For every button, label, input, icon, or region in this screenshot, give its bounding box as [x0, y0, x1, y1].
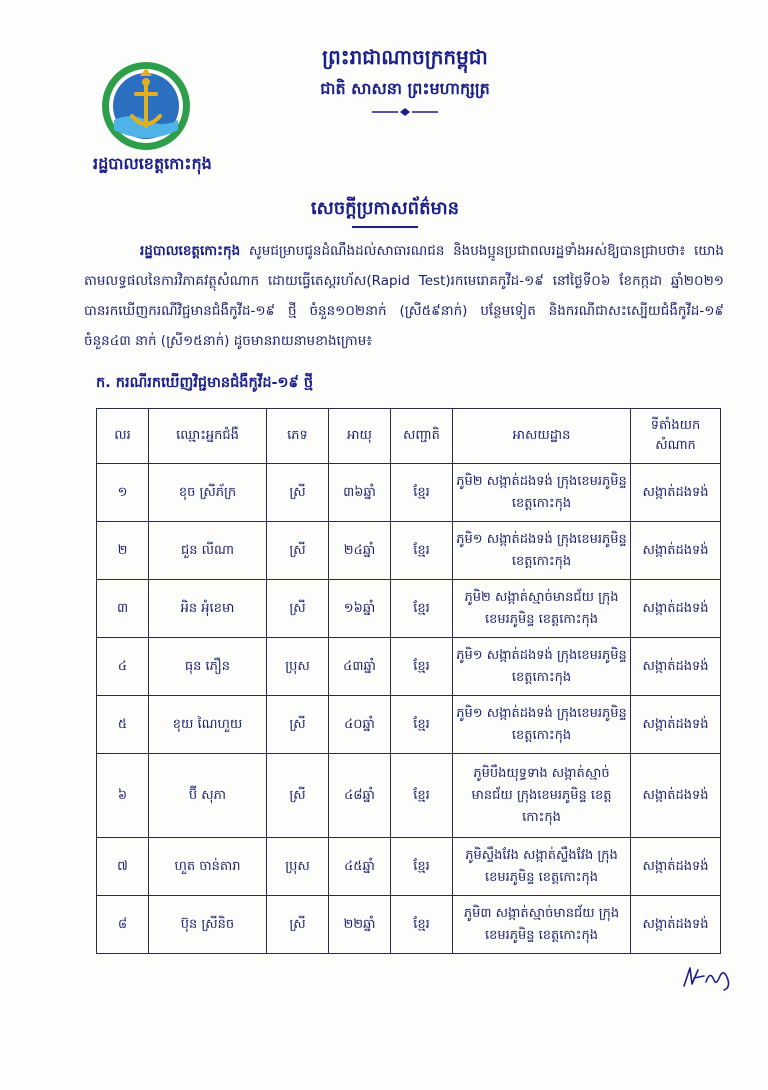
- title-underline: [352, 226, 418, 228]
- table-row: [97, 522, 721, 580]
- cell-address: ភូមិ១ សង្កាត់ដងទង់ ក្រុងខេមរភូមិន្ទ ខេត្តកោះកុង: [453, 522, 631, 580]
- table-row: [97, 754, 721, 838]
- cell-age: ៣៦ឆ្នាំ: [329, 464, 391, 522]
- cell-sex: ស្រី: [267, 580, 329, 638]
- cell-nationality: ខ្មែរ: [391, 522, 453, 580]
- cell-age: ៤៨ឆ្នាំ: [329, 754, 391, 838]
- table-row: [97, 638, 721, 696]
- cell-no: ៤: [97, 638, 149, 696]
- cell-address: ភូមិ៣ សង្កាត់ស្មាច់មានជ័យ ក្រុងខេមរភូមិន្ទ ខេត្តកោះកុង: [453, 896, 631, 954]
- cell-address: ភូមិ២ សង្កាត់ដងទង់ ក្រុងខេមរភូមិន្ទ ខេត្តកោះកុង: [453, 464, 631, 522]
- section-heading: ក. ករណីរកឃើញវិជ្ជមានជំងឺកូវីដ-១៩ ថ្មី: [96, 375, 314, 391]
- body-text: សូមជម្រាបជូនដំណឹងដល់សាធារណជន និងបងប្អូនប្រជាពលរដ្ឋទាំងអស់ឱ្យបានជ្រាបថា៖ យោងតាមលទ្ធផលនៃការវិភាគវត្ថុសំណាក ដោយធ្វើតេស្តរហ័ស(Rapid Test)រកមេរោគកូវីដ-១៩ នៅថ្ងៃទី០៦ ខែកក្កដា ឆ្នាំ២០២១ បានរកឃើញករណីវិជ្ជមានជំងឺកូវីដ-១៩ ថ្មី ចំនួន១០២នាក់ (ស្រី៥៩នាក់) បន្ថែមទៀត និងករណីជាសះស្បើយជំងឺកូវីដ-១៩ ចំនួន៤៣ នាក់ (ស្រី១៥នាក់) ដូចមានរាយនាមខាងក្រោម៖: [84, 243, 724, 349]
- table-row: [97, 838, 721, 896]
- cell-no: ៥: [97, 696, 149, 754]
- province-emblem-icon: [100, 60, 192, 152]
- cell-address: ភូមិ១ សង្កាត់ដងទង់ ក្រុងខេមរភូមិន្ទ ខេត្តកោះកុង: [453, 696, 631, 754]
- cell-age: ២៤ឆ្នាំ: [329, 522, 391, 580]
- col-header-site: ទីតាំងយកសំណាក: [631, 409, 721, 464]
- body-lead: រដ្ឋបាលខេត្តកោះកុង: [140, 243, 241, 259]
- national-motto: ជាតិ សាសនា ព្រះមហាក្សត្រ: [320, 79, 490, 98]
- cell-no: ៧: [97, 838, 149, 896]
- issuer-name: រដ្ឋបាលខេត្តកោះកុង: [93, 154, 212, 173]
- cell-age: ៤៣ឆ្នាំ: [329, 638, 391, 696]
- cell-no: ៣: [97, 580, 149, 638]
- col-header-nationality: សញ្ជាតិ: [391, 409, 453, 464]
- announcement-body: [84, 236, 724, 356]
- kingdom-title: ព្រះរាជាណាចក្រកម្ពុជា: [322, 45, 488, 69]
- cell-nationality: ខ្មែរ: [391, 696, 453, 754]
- table-row: [97, 464, 721, 522]
- cell-no: ៨: [97, 896, 149, 954]
- cell-age: ៤០ឆ្នាំ: [329, 696, 391, 754]
- cell-address: ភូមិបឹងយុទ្ធទាង សង្កាត់ស្មាច់មានជ័យ ក្រុងខេមរភូមិន្ទ ខេត្តកោះកុង: [453, 754, 631, 838]
- cases-table: [96, 408, 721, 954]
- cell-nationality: ខ្មែរ: [391, 838, 453, 896]
- cell-age: ២២ឆ្នាំ: [329, 896, 391, 954]
- ornamental-divider: [372, 108, 438, 116]
- table-row: [97, 696, 721, 754]
- cell-nationality: ខ្មែរ: [391, 464, 453, 522]
- cell-sex: ស្រី: [267, 896, 329, 954]
- cell-site: សង្កាត់ដងទង់: [631, 896, 721, 954]
- cell-sex: ស្រី: [267, 754, 329, 838]
- cell-sex: ប្រុស: [267, 638, 329, 696]
- cell-name: ប៊ុន ស្រីនិច: [149, 896, 267, 954]
- signature-mark: [680, 962, 734, 992]
- cell-nationality: ខ្មែរ: [391, 580, 453, 638]
- col-header-sex: ភេទ: [267, 409, 329, 464]
- cell-name: ខុច ស្រីភ័ក្រ: [149, 464, 267, 522]
- col-header-no: លរ: [97, 409, 149, 464]
- cell-address: ភូមិស្ទឹងវែង សង្កាត់ស្ទឹងវែង ក្រុងខេមរភូមិន្ទ ខេត្តកោះកុង: [453, 838, 631, 896]
- cell-site: សង្កាត់ដងទង់: [631, 754, 721, 838]
- col-header-age: អាយុ: [329, 409, 391, 464]
- cell-site: សង្កាត់ដងទង់: [631, 696, 721, 754]
- cell-name: ប៊ី សុភា: [149, 754, 267, 838]
- col-header-name: ឈ្មោះអ្នកជំងឺ: [149, 409, 267, 464]
- cell-sex: ស្រី: [267, 464, 329, 522]
- cell-age: ១៦ឆ្នាំ: [329, 580, 391, 638]
- cell-site: សង្កាត់ដងទង់: [631, 522, 721, 580]
- cell-name: ហួត ចាន់តារា: [149, 838, 267, 896]
- table-row: [97, 896, 721, 954]
- cell-site: សង្កាត់ដងទង់: [631, 580, 721, 638]
- cell-sex: ប្រុស: [267, 838, 329, 896]
- cell-nationality: ខ្មែរ: [391, 638, 453, 696]
- cell-age: ៤៥ឆ្នាំ: [329, 838, 391, 896]
- cell-address: ភូមិ១ សង្កាត់ដងទង់ ក្រុងខេមរភូមិន្ទ ខេត្តកោះកុង: [453, 638, 631, 696]
- cell-nationality: ខ្មែរ: [391, 896, 453, 954]
- cell-no: ២: [97, 522, 149, 580]
- col-header-address: អាសយដ្ឋាន: [453, 409, 631, 464]
- cell-name: ខុយ ណៃហួយ: [149, 696, 267, 754]
- document-title: សេចក្តីប្រកាសព័ត៌មាន: [310, 198, 460, 219]
- cell-sex: ស្រី: [267, 522, 329, 580]
- cell-site: សង្កាត់ដងទង់: [631, 838, 721, 896]
- table-row: [97, 580, 721, 638]
- cell-sex: ស្រី: [267, 696, 329, 754]
- cell-no: ៦: [97, 754, 149, 838]
- cell-nationality: ខ្មែរ: [391, 754, 453, 838]
- cell-name: ធុន ភឿន: [149, 638, 267, 696]
- cell-address: ភូមិ២ សង្កាត់ស្មាច់មានជ័យ ក្រុងខេមរភូមិន្ទ ខេត្តកោះកុង: [453, 580, 631, 638]
- cell-name: អិន អុំខេមា: [149, 580, 267, 638]
- cell-site: សង្កាត់ដងទង់: [631, 464, 721, 522]
- table-header-row: [97, 409, 721, 464]
- cell-site: សង្កាត់ដងទង់: [631, 638, 721, 696]
- cell-name: ជួន លីណា: [149, 522, 267, 580]
- cell-no: ១: [97, 464, 149, 522]
